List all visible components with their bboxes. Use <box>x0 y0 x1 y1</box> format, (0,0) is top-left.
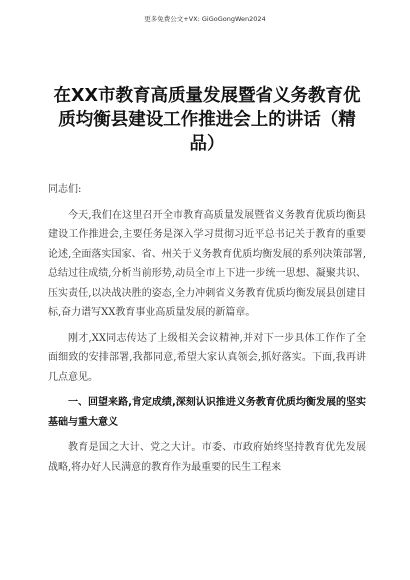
document-title: 在XX市教育高质量发展暨省义务教育优质均衡县建设工作推进会上的讲话（精品） <box>53 86 361 154</box>
header-note: 更多免费公文+VX: GiGoGongWen2024 <box>144 15 266 23</box>
paragraph-section-1: 教育是国之大计、党之大计。市委、市政府始终坚持教育优先发展战略,将办好人民满意的教育作为最重要的民生工程来 <box>48 442 366 473</box>
salutation: 同志们: <box>48 184 82 195</box>
section-heading-1: 一、回望来路,肯定成绩,深刻认识推进义务教育优质均衡发展的坚实基础与重大意义 <box>48 397 366 428</box>
paragraph-opening: 今天,我们在这里召开全市教育高质量发展暨省义务教育优质均衡县建设工作推进会,主要任务是深入学习贯彻习近平总书记关于教育的重要论述,全面落实国家、省、州关于义务教育优质均衡发展的系列决策部署,总结过往成绩,分析当前形势,动员全市上下进一步统一思想、凝聚共识、压实责任,以决战决胜的姿态,全力冲刺省义务教育优质均衡发展县创建目标,奋力谱写XX教育事业高质量发展的新篇章。 <box>48 209 366 318</box>
paragraph-transition: 刚才,XX同志传达了上级相关会议精神,并对下一步具体工作作了全面细致的安排部署,我都同意,希望大家认真领会,抓好落实。下面,我再讲几点意见。 <box>48 332 366 383</box>
document-body <box>48 180 366 483</box>
